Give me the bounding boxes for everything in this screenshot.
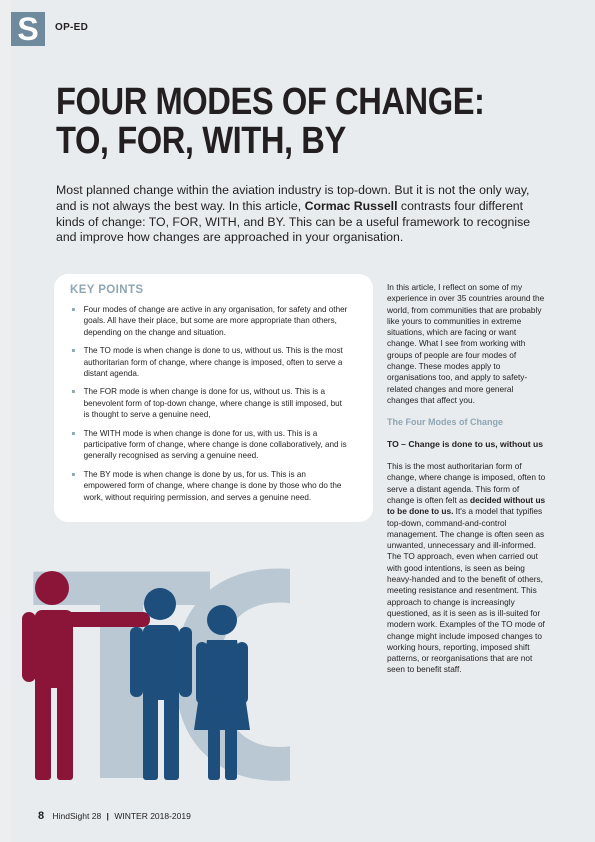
to-text-before: This is the most authoritarian form of change, where change is imposed, often to serve a distant agenda. This form of change is often felt as	[387, 461, 546, 505]
logo-letter: S	[17, 12, 39, 46]
standfirst-before: Most planned change within the aviation industry is top-down. But it is not the only way, and is not always the best way. In this article,	[56, 183, 530, 213]
intro-paragraph: In this article, I reflect on some of my experience in over 35 countries around the world, from communities that are probably like yours to communities in extreme situations, which are facing or want change. What I see from working with groups of people are four modes of change. These modes apply to organisations too, and apply to safety-related changes and more general changes that affect you.	[387, 282, 545, 405]
bullet-icon	[72, 473, 75, 476]
section-tag: OP-ED	[55, 22, 89, 33]
key-point-text: Four modes of change are active in any organisation, for safety and other goals. All have their place, but some are more appropriate than others, depending on the change and situation.	[83, 304, 348, 337]
key-point-item	[70, 386, 348, 420]
key-points-list	[70, 304, 357, 503]
key-point-item	[70, 469, 348, 503]
to-text-after: It's a model that typifies top-down, command-and-control management. The change is often seen as unwanted, unnecessary and ill-informed. The TO approach, even when carried out with good intentions, is seen as being heavy-handed and to the benefit of others, meeting resistance and resentment. This approach to change is increasingly questioned, as it is seen as is ill-suited for modern work. Examples of the TO mode of change might include imposed changes to working hours, reporting, imposed shift patterns, or reorganisations that are not seen to benefit staff.	[387, 506, 545, 675]
page-number: 8	[38, 810, 45, 822]
to-text-bold: decided without us to be done to us.	[387, 494, 546, 517]
bullet-icon	[72, 308, 75, 311]
bullet-icon	[72, 349, 75, 352]
magazine-logo	[11, 12, 45, 46]
key-point-text: The BY mode is when change is done by us, for us. This is an empowered form of change, where change is done by those who do the work, without requiring permission, and serves a genuine need.	[83, 468, 342, 502]
bullet-icon	[72, 390, 75, 393]
key-point-text: The FOR mode is when change is done for us, without us. This is a benevolent form of top-down change, where change is still imposed, but is thought to serve a genuine need,	[83, 386, 342, 420]
footer-separator: |	[106, 811, 109, 821]
page-footer	[38, 810, 191, 822]
key-points-title: KEY POINTS	[70, 284, 144, 296]
publication-name: HindSight 28	[52, 811, 102, 821]
key-points-box	[54, 274, 373, 522]
key-point-item	[70, 345, 348, 379]
standfirst	[56, 183, 546, 246]
bullet-icon	[72, 432, 75, 435]
standfirst-after: contrasts four different kinds of change: TO, FOR, WITH, and BY. This can be a useful framework to recognise and improve how changes are approached in your organisation.	[56, 198, 531, 245]
key-point-item	[70, 304, 348, 338]
headline-line-1: FOUR MODES OF CHANGE:	[56, 81, 485, 123]
to-illustration	[0, 530, 290, 810]
issue-name: WINTER 2018-2019	[114, 811, 191, 821]
key-point-text: The TO mode is when change is done to us, without us. This is the most authoritarian form of change, where change is imposed, often to serve a distant agenda.	[83, 345, 343, 379]
key-point-item	[70, 428, 348, 462]
to-paragraph	[387, 461, 547, 676]
article-column	[387, 282, 547, 687]
section-title: The Four Modes of Change	[387, 417, 503, 428]
key-point-text: The WITH mode is when change is done for us, with us. This is a participative form of change, where change is done collaboratively, and is generally recognised as serving a genuine need.	[83, 427, 347, 461]
headline-line-2: TO, FOR, WITH, BY	[56, 120, 346, 162]
author-name: Cormac Russell	[304, 198, 398, 213]
article-headline	[56, 83, 503, 161]
subheading-to: TO – Change is done to us, without us	[387, 438, 543, 449]
